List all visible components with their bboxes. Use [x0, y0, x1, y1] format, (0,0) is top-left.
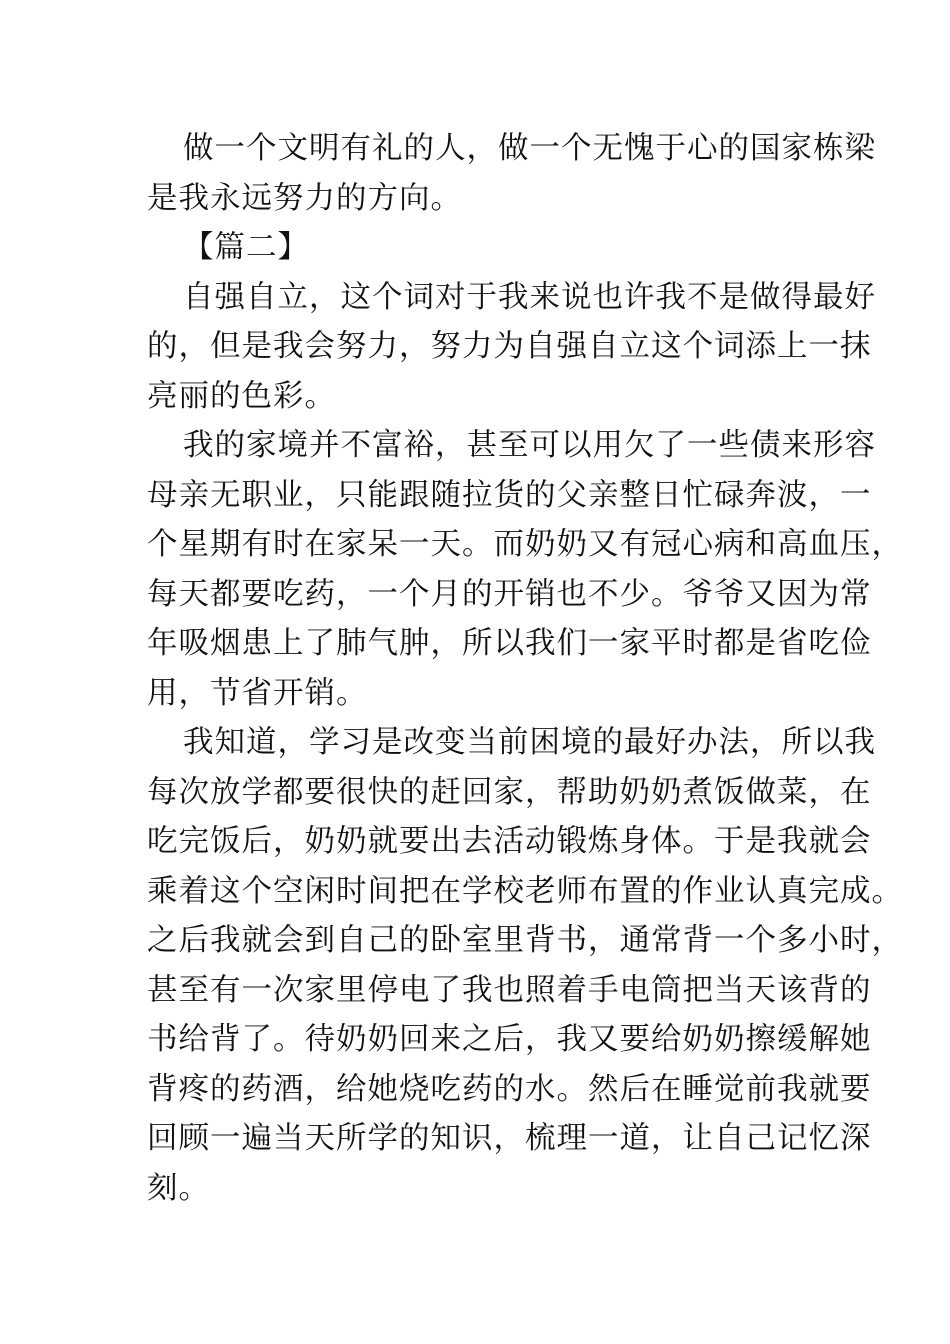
- text-line: 的，但是我会努力，努力为自强自立这个词添上一抹: [147, 329, 872, 364]
- text-line: 乘着这个空闲时间把在学校老师布置的作业认真完成。: [147, 873, 903, 909]
- text-line: 刻。: [147, 1170, 210, 1206]
- section-heading: 【篇二】: [183, 230, 309, 265]
- text-line: 我知道，学习是改变当前困境的最好办法，所以我: [183, 725, 876, 760]
- text-line: 甚至有一次家里停电了我也照着手电筒把当天该背的: [147, 972, 872, 1008]
- text-line: 背疼的药酒，给她烧吃药的水。然后在睡觉前我就要: [147, 1071, 872, 1107]
- text-line: 是我永远努力的方向。: [147, 180, 462, 216]
- text-line: 母亲无职业，只能跟随拉货的父亲整日忙碌奔波，一: [147, 477, 872, 513]
- text-line: 吃完饭后，奶奶就要出去活动锻炼身体。于是我就会: [147, 824, 872, 859]
- text-line: 回顾一遍当天所学的知识，梳理一道，让自己记忆深: [147, 1121, 872, 1156]
- document-body: [147, 124, 903, 1213]
- text-line: 年吸烟患上了肺气肿，所以我们一家平时都是省吃俭: [147, 626, 872, 661]
- text-line: 自强自立，这个词对于我来说也许我不是做得最好: [183, 279, 876, 315]
- text-line: 书给背了。待奶奶回来之后，我又要给奶奶擦缓解她: [147, 1022, 872, 1057]
- text-line: 每天都要吃药，一个月的开销也不少。爷爷又因为常: [147, 576, 872, 612]
- text-line: 每次放学都要很快的赶回家，帮助奶奶煮饭做菜，在: [147, 774, 872, 810]
- text-line: 之后我就会到自己的卧室里背书，通常背一个多小时，: [147, 923, 903, 958]
- text-line: 亮丽的色彩。: [147, 378, 336, 414]
- text-line: 个星期有时在家呆一天。而奶奶又有冠心病和高血压，: [147, 527, 903, 562]
- text-line: 用，节省开销。: [147, 675, 368, 711]
- text-line: 做一个文明有礼的人，做一个无愧于心的国家栋梁: [183, 131, 876, 166]
- text-line: 我的家境并不富裕，甚至可以用欠了一些债来形容: [183, 428, 876, 463]
